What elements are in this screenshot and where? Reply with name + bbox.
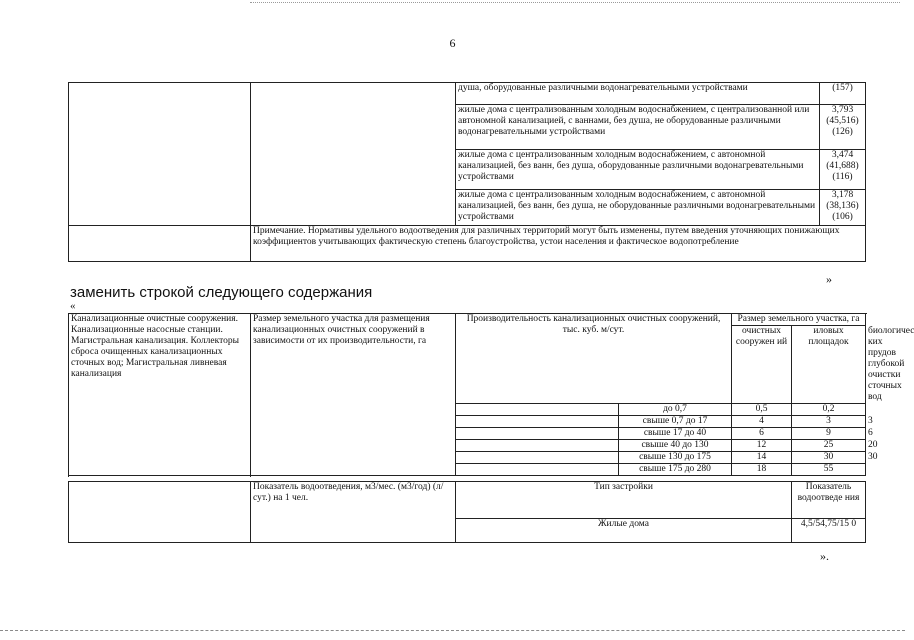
capacity-range: до 0,7	[619, 404, 732, 416]
value-sludge: 3	[792, 416, 866, 428]
empty-cell	[69, 482, 251, 543]
subheader-treatment: очистных сооружен ий	[732, 326, 792, 404]
empty-cell	[456, 416, 619, 428]
indicator-label: Показатель водоотведения, м3/мес. (м3/год) (л/сут.) на 1 чел.	[251, 482, 456, 543]
land-size-header: Размер земельного участка, га	[732, 314, 866, 326]
page-number: 6	[449, 36, 456, 50]
empty-cell	[456, 464, 619, 476]
empty-cell	[456, 404, 619, 416]
value-sludge: 9	[792, 428, 866, 440]
table-note: Примечание. Нормативы удельного водоотведения для различных территорий могут быть изменены, путем введения уточняющих понижающих коэффициентов учитывающих фактическую степень благоустройства, устои населения и фактическое водопотребление	[251, 226, 866, 262]
row-desc: жилые дома с централизованным холодным водоснабжением, с автономной канализацией, без ванн, без душа, не оборудованные различными водонагревательными устройствами	[456, 190, 820, 226]
building-type-header: Тип застройки	[456, 482, 792, 519]
value-treatment: 0,5	[732, 404, 792, 416]
indicator-header: Показатель водоотведе ния	[792, 482, 866, 519]
wastewater-indicator-table	[68, 481, 866, 543]
scan-artifact-top	[250, 2, 900, 4]
close-quote-final: ».	[820, 549, 829, 563]
row-value: (157)	[820, 83, 866, 105]
section-heading: заменить строкой следующего содержания	[70, 284, 373, 301]
subheader-sludge: иловых площадок	[792, 326, 866, 404]
value-treatment: 14	[732, 452, 792, 464]
scan-artifact-bottom	[0, 630, 905, 632]
close-quote: »	[826, 272, 832, 286]
empty-cell	[456, 440, 619, 452]
empty-cell	[69, 226, 251, 262]
row-desc: жилые дома с централизованным холодным водоснабжением, с автономной канализацией, без ванн, без душа, оборудованные различными водонагревательными устройствами	[456, 150, 820, 190]
empty-cell	[456, 428, 619, 440]
value-sludge: 55	[792, 464, 866, 476]
empty-cell	[456, 452, 619, 464]
value-treatment: 18	[732, 464, 792, 476]
row-value: 3,474 (41,688) (116)	[820, 150, 866, 190]
value-treatment: 12	[732, 440, 792, 452]
capacity-header: Производительность канализационных очистных сооружений, тыс. куб. м/сут.	[456, 314, 732, 404]
value-sludge: 25	[792, 440, 866, 452]
value-treatment: 4	[732, 416, 792, 428]
value-sludge: 30	[792, 452, 866, 464]
row-desc: душа, оборудованные различными водонагревательными устройствами	[456, 83, 820, 105]
capacity-range: свыше 0,7 до 17	[619, 416, 732, 428]
capacity-range: свыше 17 до 40	[619, 428, 732, 440]
standards-table-old	[68, 82, 866, 262]
building-value: 4,5/54,75/15 0	[792, 519, 866, 543]
capacity-range: свыше 130 до 175	[619, 452, 732, 464]
capacity-range: свыше 40 до 130	[619, 440, 732, 452]
row-value: 3,793 (45,516) (126)	[820, 105, 866, 150]
open-quote: «	[70, 300, 76, 312]
empty-cell	[251, 83, 456, 226]
standards-table-new: Канализационные очистные сооружения. Канализационные насосные станции. Магистральная канализация. Коллекторы сброса очищенных канализационных сточных вод; Магистральная ливневая канализация Размер земельного участка для размещения канализационных очистных сооружений в зависимости от их производительности, га Производительность канализационных очистных сооружений, тыс. куб. м/сут. Размер земельного участка, га очистных сооружен ий иловых площадок биологичес ких прудов глубокой очистки сточных вод до 0,7 0,5 0,2 свыше 0,7 до 17 4 3 3 свыше 17 до 40 6 9 6 свыше 40 до 130 12 25 20 свыше 130 до 175 14 30 30 свыше 175 до 280 18 55	[68, 313, 866, 476]
capacity-range: свыше 175 до 280	[619, 464, 732, 476]
value-treatment: 6	[732, 428, 792, 440]
facility-description: Канализационные очистные сооружения. Канализационные насосные станции. Магистральная канализация. Коллекторы сброса очищенных канализационных сточных вод; Магистральная ливневая канализация	[69, 314, 251, 476]
building-type: Жилые дома	[456, 519, 792, 543]
row-desc: жилые дома с централизованным холодным водоснабжением, с централизованной или автономной канализацией, с ваннами, без душа, не оборудованные различными водонагревательными устройствами	[456, 105, 820, 150]
value-sludge: 0,2	[792, 404, 866, 416]
row-value: 3,178 (38,136) (106)	[820, 190, 866, 226]
land-size-label: Размер земельного участка для размещения канализационных очистных сооружений в зависимости от их производительности, га	[251, 314, 456, 476]
empty-cell	[69, 83, 251, 226]
